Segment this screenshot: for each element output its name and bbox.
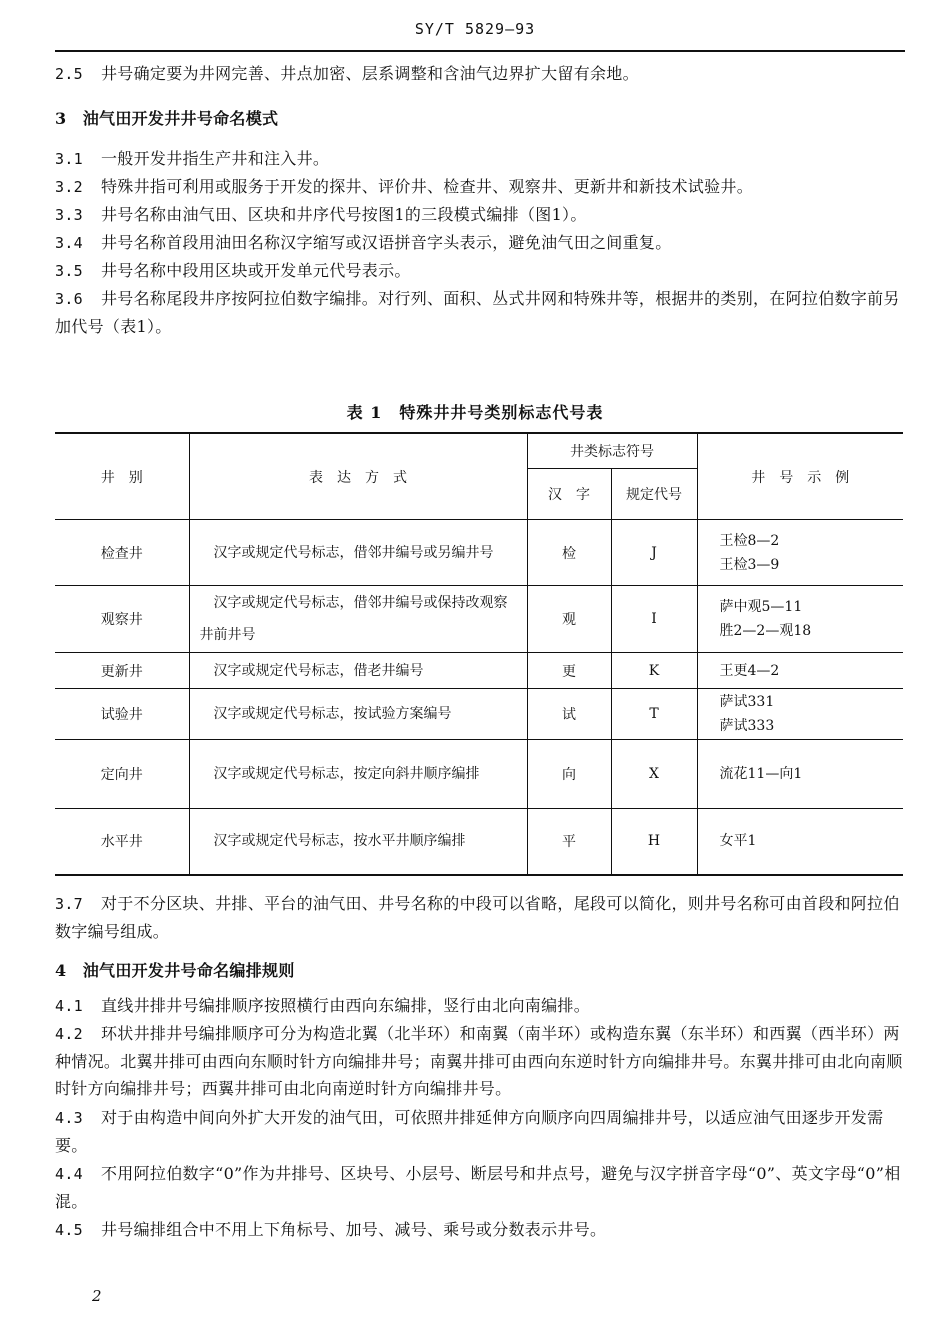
cell-example: [697, 740, 903, 809]
example-line: 王更4—2: [719, 662, 780, 679]
table-row: [55, 740, 903, 809]
cell-expression: 汉字或规定代号标志，按定向斜井顺序编排: [189, 740, 527, 809]
header-well-type: 井 别: [55, 433, 189, 520]
cell-code: T: [611, 689, 697, 740]
table-title: 表 1 特殊井井号类别标志代号表: [346, 403, 604, 422]
cell-hanzi: 观: [527, 586, 611, 653]
clause-text: 特殊井指可利用或服务于开发的探井、评价井、检查井、观察井、更新井和新技术试验井。: [101, 177, 754, 196]
clause-number: 3.3: [55, 206, 83, 224]
clause-2-5: [55, 60, 905, 88]
special-well-code-table: [55, 432, 903, 876]
clause-text: 井号编排组合中不用上下角标号、加号、减号、乘号或分数表示井号。: [101, 1220, 607, 1239]
cell-expression: 汉字或规定代号标志，借邻井编号或另编井号: [189, 520, 527, 586]
example-line: 萨试331: [719, 694, 775, 710]
cell-example: [697, 653, 903, 689]
table-row: [55, 689, 903, 740]
section-4-title: 4 油气田开发井号命名编排规则: [55, 961, 295, 980]
cell-hanzi: 检: [527, 520, 611, 586]
clause-3-5: [55, 257, 905, 285]
cell-code: H: [611, 809, 697, 875]
clause-number: 2.5: [55, 65, 83, 83]
clause-text: 井号名称尾段井序按阿拉伯数字编排。对行列、面积、丛式井网和特殊井等，根据井的类别，在阿拉伯数字前另加代号（表1）。: [55, 289, 900, 336]
header-mark-group: 井类标志符号: [527, 433, 697, 469]
clause-4-5: [55, 1216, 905, 1244]
cell-hanzi: 向: [527, 740, 611, 809]
cell-hanzi: 平: [527, 809, 611, 875]
clause-3-3: [55, 201, 905, 229]
cell-expression: 汉字或规定代号标志，借老井编号: [189, 653, 527, 689]
clause-3-6: [55, 285, 905, 340]
clause-number: 3.7: [55, 895, 83, 913]
example-line: 王检8—2: [719, 532, 780, 549]
cell-well-type: 试验井: [55, 689, 189, 740]
clause-number: 3.2: [55, 178, 83, 196]
example-line: 胜2—2—观18: [719, 623, 812, 639]
header-example: 井 号 示 例: [697, 433, 903, 520]
clause-text: 井号名称中段用区块或开发单元代号表示。: [101, 261, 411, 280]
cell-code: X: [611, 740, 697, 809]
cell-code: J: [611, 520, 697, 586]
clause-3-2: [55, 173, 905, 201]
cell-expression: 汉字或规定代号标志，按试验方案编号: [189, 689, 527, 740]
clause-text: 井号名称首段用油田名称汉字缩写或汉语拼音字头表示，避免油气田之间重复。: [101, 233, 672, 252]
clause-3-1: [55, 145, 905, 173]
cell-hanzi: 更: [527, 653, 611, 689]
clause-text: 不用阿拉伯数字“0”作为井排号、区块号、小层号、断层号和井点号，避免与汉字拼音字母“0”、英文字母“0”相混。: [55, 1164, 901, 1211]
header-expression: 表 达 方 式: [189, 433, 527, 520]
clause-4-1: [55, 992, 905, 1020]
clause-4-2: [55, 1020, 905, 1102]
clause-4-3: [55, 1104, 905, 1159]
example-line: 萨中观5—11: [719, 599, 803, 615]
cell-expression: 汉字或规定代号标志，按水平井顺序编排: [189, 809, 527, 875]
clause-text: 环状井排井号编排顺序可分为构造北翼（北半环）和南翼（南半环）或构造东翼（东半环）和西翼（西半环）两种情况。北翼井排可由西向东顺时针方向编排井号；南翼井排可由西向东逆时针方向编排井号。东翼井排可由北向南顺时针方向编排井号；西翼井排可由北向南逆时针方向编排井号。: [55, 1024, 903, 1098]
example-line: 流花11—向1: [719, 766, 803, 782]
clause-number: 3.5: [55, 262, 83, 280]
clause-number: 4.4: [55, 1165, 83, 1183]
cell-code: K: [611, 653, 697, 689]
clause-number: 4.1: [55, 997, 83, 1015]
cell-example: [697, 520, 903, 586]
clause-3-7: [55, 890, 905, 945]
clause-text: 井号名称由油气田、区块和井序代号按图1的三段模式编排（图1）。: [101, 205, 587, 224]
page-number: 2: [92, 1287, 102, 1305]
clause-number: 4.3: [55, 1109, 83, 1127]
cell-example: [697, 586, 903, 653]
clause-4-4: [55, 1160, 905, 1215]
clause-number: 3.1: [55, 150, 83, 168]
table-row: [55, 809, 903, 875]
cell-well-type: 观察井: [55, 586, 189, 653]
clause-text: 对于由构造中间向外扩大开发的油气田，可依照井排延伸方向顺序向四周编排井号，以适应油气田逐步开发需要。: [55, 1108, 884, 1155]
clause-text: 直线井排井号编排顺序按照横行由西向东编排，竖行由北向南编排。: [101, 996, 591, 1015]
cell-code: I: [611, 586, 697, 653]
cell-well-type: 水平井: [55, 809, 189, 875]
header-rule: [55, 50, 905, 52]
clause-text: 井号确定要为井网完善、井点加密、层系调整和含油气边界扩大留有余地。: [101, 64, 639, 83]
cell-well-type: 检查井: [55, 520, 189, 586]
example-line: 王检3—9: [719, 556, 780, 573]
clause-number: 4.5: [55, 1221, 83, 1239]
clause-3-4: [55, 229, 905, 257]
cell-well-type: 更新井: [55, 653, 189, 689]
clause-text: 一般开发井指生产井和注入井。: [101, 149, 330, 168]
table-row: [55, 520, 903, 586]
cell-expression: 汉字或规定代号标志，借邻井编号或保持改观察井前井号: [189, 586, 527, 653]
cell-example: [697, 689, 903, 740]
clause-number: 3.6: [55, 290, 83, 308]
clause-number: 4.2: [55, 1025, 83, 1043]
standard-code: SY/T 5829—93: [414, 20, 536, 38]
cell-well-type: 定向井: [55, 740, 189, 809]
example-line: 萨试333: [719, 718, 775, 734]
example-line: 女平1: [719, 833, 757, 850]
cell-example: [697, 809, 903, 875]
clause-number: 3.4: [55, 234, 83, 252]
cell-hanzi: 试: [527, 689, 611, 740]
header-code: 规定代号: [611, 469, 697, 520]
table-row: [55, 586, 903, 653]
clause-text: 对于不分区块、井排、平台的油气田、井号名称的中段可以省略，尾段可以简化，则井号名称可由首段和阿拉伯数字编号组成。: [55, 894, 900, 941]
table-row: [55, 653, 903, 689]
header-hanzi: 汉 字: [527, 469, 611, 520]
section-3-title: 3 油气田开发井井号命名模式: [55, 109, 279, 128]
